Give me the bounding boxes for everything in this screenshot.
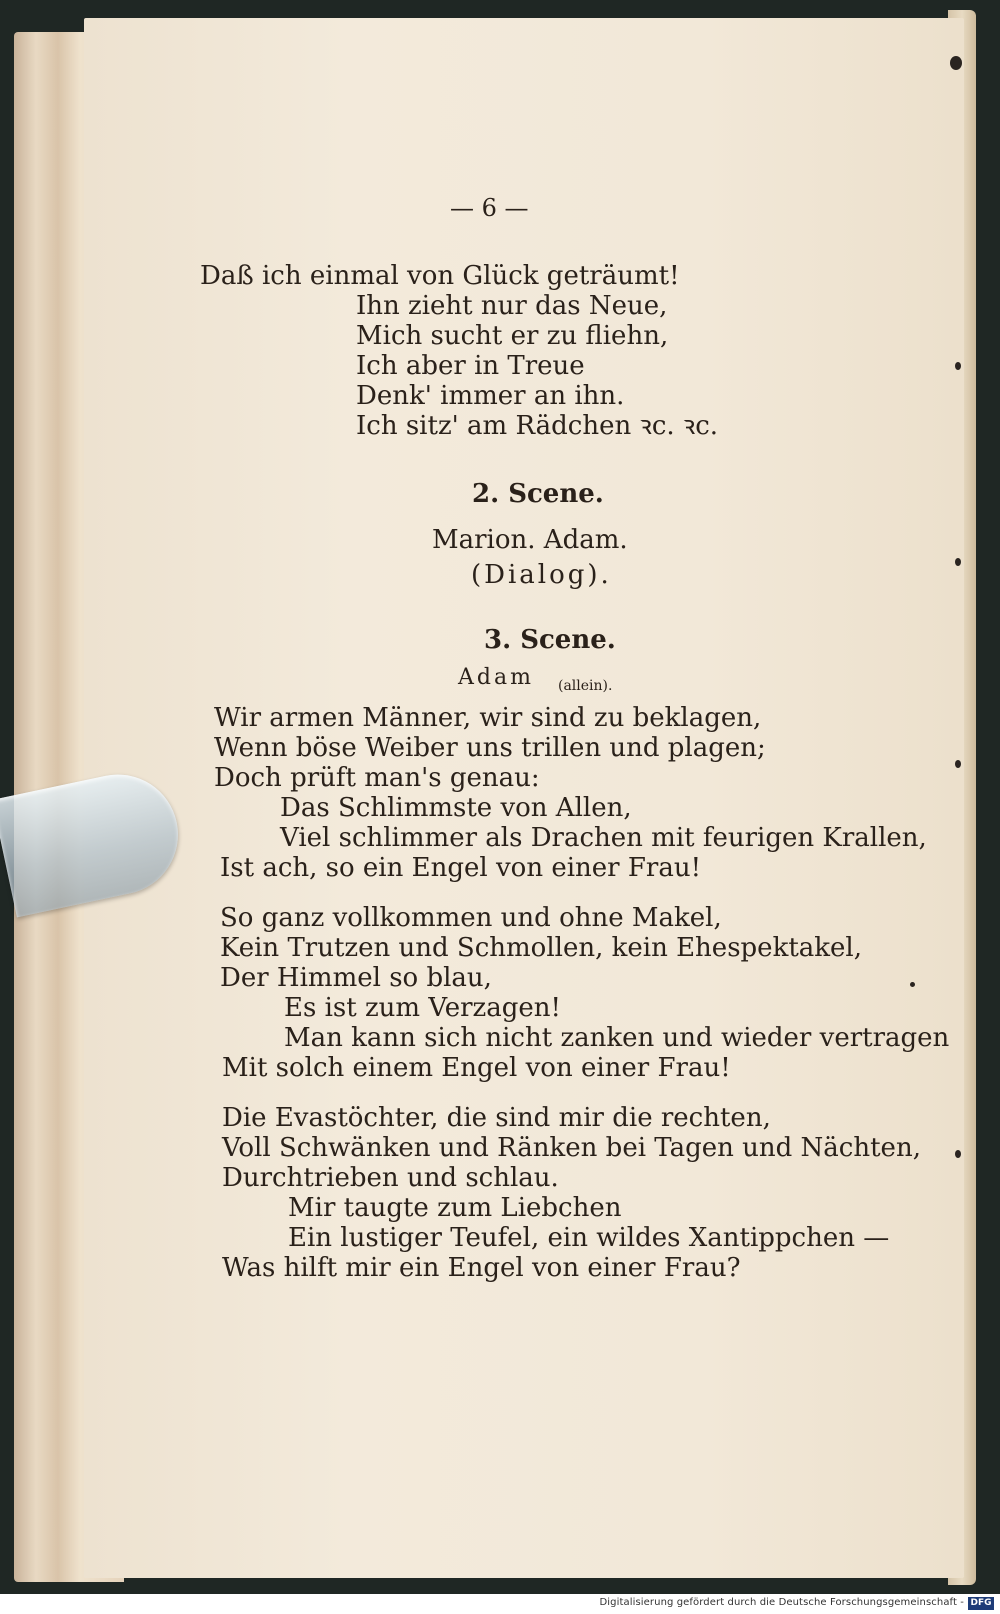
verse-line: Mit solch einem Engel von einer Frau! <box>222 1053 731 1083</box>
binding-mark <box>955 558 961 566</box>
binding-mark <box>910 982 915 987</box>
scene-heading: 3. Scene. <box>484 625 616 655</box>
verse-line: Ein lustiger Teufel, ein wildes Xantippchen — <box>288 1223 890 1253</box>
verse-line: Ich aber in Treue <box>356 351 585 381</box>
page-number: — 6 — <box>450 194 529 222</box>
binding-mark <box>955 362 961 370</box>
verse-line: Viel schlimmer als Drachen mit feurigen Krallen, <box>280 823 927 853</box>
speaker-name: Adam <box>458 665 534 690</box>
verse-line: Daß ich einmal von Glück geträumt! <box>200 261 680 291</box>
verse-line: Wir armen Männer, wir sind zu beklagen, <box>214 703 762 733</box>
binding-mark <box>955 760 961 768</box>
verse-line: Wenn böse Weiber uns trillen und plagen; <box>214 733 766 763</box>
binding-mark <box>955 1150 961 1158</box>
verse-line: Denk' immer an ihn. <box>356 381 625 411</box>
verse-line: Die Evastöchter, die sind mir die rechten, <box>222 1103 771 1133</box>
verse-line: Voll Schwänken und Ränken bei Tagen und Nächten, <box>222 1133 921 1163</box>
verse-line: Doch prüft man's genau: <box>214 763 540 793</box>
verse-line: Ist ach, so ein Engel von einer Frau! <box>220 853 702 883</box>
verse-line: Das Schlimmste von Allen, <box>280 793 632 823</box>
verse-line: So ganz vollkommen und ohne Makel, <box>220 903 722 933</box>
verse-line: Durchtrieben und schlau. <box>222 1163 559 1193</box>
scene-note: (Dialog). <box>471 560 612 590</box>
dfg-logo: DFG <box>968 1597 994 1610</box>
verse-line: Ihn zieht nur das Neue, <box>356 291 668 321</box>
verse-line: Mir taugte zum Liebchen <box>288 1193 622 1223</box>
verse-line: Kein Trutzen und Schmollen, kein Ehespektakel, <box>220 933 862 963</box>
footer-credit: Digitalisierung gefördert durch die Deutsche Forschungsgemeinschaft - <box>599 1597 964 1608</box>
scene-heading: 2. Scene. <box>472 479 604 509</box>
verse-line: Es ist zum Verzagen! <box>284 993 561 1023</box>
verse-line: Man kann sich nicht zanken und wieder vertragen <box>284 1023 950 1053</box>
binding-mark <box>950 56 962 70</box>
verse-line: Ich sitz' am Rädchen ꝛc. ꝛc. <box>356 411 719 441</box>
speaker-note: (allein). <box>558 678 613 694</box>
scene-persons: Marion. Adam. <box>432 525 628 555</box>
verse-line: Mich sucht er zu fliehn, <box>356 321 669 351</box>
verse-line: Der Himmel so blau, <box>220 963 492 993</box>
verse-line: Was hilft mir ein Engel von einer Frau? <box>222 1253 741 1283</box>
